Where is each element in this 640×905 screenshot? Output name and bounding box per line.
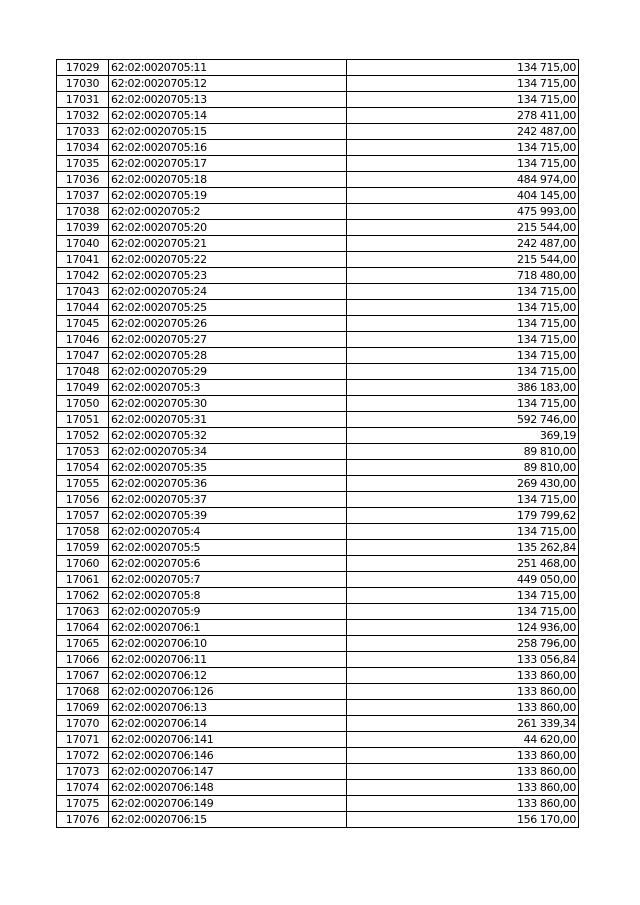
cadastral-number-cell: 62:02:0020706:148 (109, 780, 347, 796)
value-cell: 242 487,00 (347, 236, 579, 252)
row-number-cell: 17043 (57, 284, 109, 300)
row-number-cell: 17035 (57, 156, 109, 172)
value-cell: 215 544,00 (347, 252, 579, 268)
row-number-cell: 17063 (57, 604, 109, 620)
value-cell: 134 715,00 (347, 140, 579, 156)
cadastral-number-cell: 62:02:0020705:16 (109, 140, 347, 156)
cadastral-number-cell: 62:02:0020705:31 (109, 412, 347, 428)
value-cell: 134 715,00 (347, 76, 579, 92)
cadastral-number-cell: 62:02:0020705:24 (109, 284, 347, 300)
row-number-cell: 17065 (57, 636, 109, 652)
table-row (57, 268, 579, 284)
row-number-cell: 17054 (57, 460, 109, 476)
value-cell: 278 411,00 (347, 108, 579, 124)
cadastral-number-cell: 62:02:0020705:15 (109, 124, 347, 140)
table-row (57, 540, 579, 556)
cadastral-number-cell: 62:02:0020706:10 (109, 636, 347, 652)
row-number-cell: 17056 (57, 492, 109, 508)
cadastral-number-cell: 62:02:0020705:11 (109, 60, 347, 76)
value-cell: 44 620,00 (347, 732, 579, 748)
cadastral-number-cell: 62:02:0020706:12 (109, 668, 347, 684)
cadastral-number-cell: 62:02:0020705:37 (109, 492, 347, 508)
value-cell: 133 860,00 (347, 668, 579, 684)
value-cell: 718 480,00 (347, 268, 579, 284)
table-row (57, 332, 579, 348)
row-number-cell: 17040 (57, 236, 109, 252)
table-row (57, 204, 579, 220)
row-number-cell: 17050 (57, 396, 109, 412)
table-row (57, 108, 579, 124)
cadastral-number-cell: 62:02:0020705:26 (109, 316, 347, 332)
value-cell: 261 339,34 (347, 716, 579, 732)
row-number-cell: 17073 (57, 764, 109, 780)
value-cell: 134 715,00 (347, 60, 579, 76)
value-cell: 134 715,00 (347, 604, 579, 620)
table-row (57, 476, 579, 492)
row-number-cell: 17047 (57, 348, 109, 364)
value-cell: 89 810,00 (347, 444, 579, 460)
table-row (57, 508, 579, 524)
value-cell: 133 860,00 (347, 780, 579, 796)
row-number-cell: 17058 (57, 524, 109, 540)
table-row (57, 124, 579, 140)
row-number-cell: 17075 (57, 796, 109, 812)
cadastral-number-cell: 62:02:0020705:6 (109, 556, 347, 572)
cadastral-number-cell: 62:02:0020705:17 (109, 156, 347, 172)
cadastral-number-cell: 62:02:0020705:32 (109, 428, 347, 444)
row-number-cell: 17029 (57, 60, 109, 76)
row-number-cell: 17038 (57, 204, 109, 220)
cadastral-number-cell: 62:02:0020705:13 (109, 92, 347, 108)
value-cell: 134 715,00 (347, 284, 579, 300)
cadastral-number-cell: 62:02:0020705:20 (109, 220, 347, 236)
row-number-cell: 17033 (57, 124, 109, 140)
table-row (57, 156, 579, 172)
cadastral-number-cell: 62:02:0020705:2 (109, 204, 347, 220)
value-cell: 135 262,84 (347, 540, 579, 556)
row-number-cell: 17032 (57, 108, 109, 124)
table-row (57, 572, 579, 588)
cadastral-number-cell: 62:02:0020706:1 (109, 620, 347, 636)
table-row (57, 556, 579, 572)
value-cell: 592 746,00 (347, 412, 579, 428)
cadastral-number-cell: 62:02:0020705:30 (109, 396, 347, 412)
cadastral-number-cell: 62:02:0020705:25 (109, 300, 347, 316)
table-row (57, 236, 579, 252)
value-cell: 133 860,00 (347, 684, 579, 700)
row-number-cell: 17034 (57, 140, 109, 156)
value-cell: 124 936,00 (347, 620, 579, 636)
cadastral-number-cell: 62:02:0020705:14 (109, 108, 347, 124)
document-page (56, 59, 578, 828)
table-row (57, 300, 579, 316)
value-cell: 134 715,00 (347, 316, 579, 332)
value-cell: 134 715,00 (347, 300, 579, 316)
row-number-cell: 17076 (57, 812, 109, 828)
row-number-cell: 17030 (57, 76, 109, 92)
table-row (57, 652, 579, 668)
value-cell: 251 468,00 (347, 556, 579, 572)
value-cell: 242 487,00 (347, 124, 579, 140)
row-number-cell: 17070 (57, 716, 109, 732)
table-row (57, 748, 579, 764)
table-row (57, 620, 579, 636)
table-body (57, 60, 579, 828)
table-row (57, 684, 579, 700)
table-row (57, 428, 579, 444)
value-cell: 134 715,00 (347, 92, 579, 108)
row-number-cell: 17036 (57, 172, 109, 188)
value-cell: 134 715,00 (347, 156, 579, 172)
cadastral-number-cell: 62:02:0020705:4 (109, 524, 347, 540)
table-row (57, 812, 579, 828)
cadastral-number-cell: 62:02:0020705:9 (109, 604, 347, 620)
table-row (57, 412, 579, 428)
table-row (57, 396, 579, 412)
value-cell: 133 056,84 (347, 652, 579, 668)
table-row (57, 636, 579, 652)
row-number-cell: 17067 (57, 668, 109, 684)
row-number-cell: 17048 (57, 364, 109, 380)
cadastral-number-cell: 62:02:0020705:23 (109, 268, 347, 284)
row-number-cell: 17049 (57, 380, 109, 396)
cadastral-number-cell: 62:02:0020706:147 (109, 764, 347, 780)
row-number-cell: 17074 (57, 780, 109, 796)
cadastral-number-cell: 62:02:0020705:3 (109, 380, 347, 396)
value-cell: 134 715,00 (347, 524, 579, 540)
value-cell: 449 050,00 (347, 572, 579, 588)
cadastral-number-cell: 62:02:0020706:13 (109, 700, 347, 716)
row-number-cell: 17071 (57, 732, 109, 748)
row-number-cell: 17068 (57, 684, 109, 700)
table-row (57, 348, 579, 364)
cadastral-number-cell: 62:02:0020705:36 (109, 476, 347, 492)
cadastral-number-cell: 62:02:0020706:141 (109, 732, 347, 748)
cadastral-number-cell: 62:02:0020705:39 (109, 508, 347, 524)
table-row (57, 284, 579, 300)
table-row (57, 92, 579, 108)
table-row (57, 796, 579, 812)
cadastral-number-cell: 62:02:0020706:149 (109, 796, 347, 812)
value-cell: 134 715,00 (347, 396, 579, 412)
row-number-cell: 17057 (57, 508, 109, 524)
cadastral-number-cell: 62:02:0020705:5 (109, 540, 347, 556)
row-number-cell: 17031 (57, 92, 109, 108)
value-cell: 133 860,00 (347, 700, 579, 716)
cadastral-number-cell: 62:02:0020705:35 (109, 460, 347, 476)
cadastral-number-cell: 62:02:0020705:28 (109, 348, 347, 364)
row-number-cell: 17066 (57, 652, 109, 668)
value-cell: 269 430,00 (347, 476, 579, 492)
row-number-cell: 17052 (57, 428, 109, 444)
row-number-cell: 17044 (57, 300, 109, 316)
row-number-cell: 17072 (57, 748, 109, 764)
value-cell: 134 715,00 (347, 348, 579, 364)
table-row (57, 172, 579, 188)
value-cell: 134 715,00 (347, 364, 579, 380)
table-row (57, 732, 579, 748)
table-row (57, 780, 579, 796)
value-cell: 215 544,00 (347, 220, 579, 236)
value-cell: 133 860,00 (347, 764, 579, 780)
row-number-cell: 17051 (57, 412, 109, 428)
value-cell: 475 993,00 (347, 204, 579, 220)
table-row (57, 252, 579, 268)
table-row (57, 316, 579, 332)
table-row (57, 76, 579, 92)
cadastral-number-cell: 62:02:0020705:19 (109, 188, 347, 204)
value-cell: 404 145,00 (347, 188, 579, 204)
table-row (57, 668, 579, 684)
value-cell: 369,19 (347, 428, 579, 444)
table-row (57, 60, 579, 76)
row-number-cell: 17041 (57, 252, 109, 268)
row-number-cell: 17061 (57, 572, 109, 588)
cadastral-number-cell: 62:02:0020705:7 (109, 572, 347, 588)
row-number-cell: 17039 (57, 220, 109, 236)
table-row (57, 700, 579, 716)
value-cell: 134 715,00 (347, 588, 579, 604)
table-row (57, 220, 579, 236)
value-cell: 179 799,62 (347, 508, 579, 524)
table-row (57, 492, 579, 508)
cadastral-number-cell: 62:02:0020705:18 (109, 172, 347, 188)
value-cell: 133 860,00 (347, 796, 579, 812)
value-cell: 386 183,00 (347, 380, 579, 396)
value-cell: 133 860,00 (347, 748, 579, 764)
row-number-cell: 17069 (57, 700, 109, 716)
row-number-cell: 17042 (57, 268, 109, 284)
cadastral-number-cell: 62:02:0020706:126 (109, 684, 347, 700)
cadastral-value-table (56, 59, 579, 828)
table-row (57, 140, 579, 156)
row-number-cell: 17046 (57, 332, 109, 348)
table-row (57, 380, 579, 396)
table-row (57, 588, 579, 604)
cadastral-number-cell: 62:02:0020705:27 (109, 332, 347, 348)
row-number-cell: 17045 (57, 316, 109, 332)
table-row (57, 460, 579, 476)
cadastral-number-cell: 62:02:0020705:12 (109, 76, 347, 92)
row-number-cell: 17053 (57, 444, 109, 460)
cadastral-number-cell: 62:02:0020705:34 (109, 444, 347, 460)
row-number-cell: 17037 (57, 188, 109, 204)
value-cell: 89 810,00 (347, 460, 579, 476)
cadastral-number-cell: 62:02:0020705:29 (109, 364, 347, 380)
cadastral-number-cell: 62:02:0020705:22 (109, 252, 347, 268)
table-row (57, 764, 579, 780)
value-cell: 134 715,00 (347, 332, 579, 348)
row-number-cell: 17060 (57, 556, 109, 572)
value-cell: 156 170,00 (347, 812, 579, 828)
cadastral-number-cell: 62:02:0020706:146 (109, 748, 347, 764)
table-row (57, 364, 579, 380)
row-number-cell: 17062 (57, 588, 109, 604)
row-number-cell: 17059 (57, 540, 109, 556)
cadastral-number-cell: 62:02:0020706:14 (109, 716, 347, 732)
table-row (57, 604, 579, 620)
row-number-cell: 17064 (57, 620, 109, 636)
table-row (57, 524, 579, 540)
table-row (57, 188, 579, 204)
cadastral-number-cell: 62:02:0020705:21 (109, 236, 347, 252)
value-cell: 258 796,00 (347, 636, 579, 652)
cadastral-number-cell: 62:02:0020706:15 (109, 812, 347, 828)
table-row (57, 444, 579, 460)
table-row (57, 716, 579, 732)
cadastral-number-cell: 62:02:0020705:8 (109, 588, 347, 604)
value-cell: 134 715,00 (347, 492, 579, 508)
cadastral-number-cell: 62:02:0020706:11 (109, 652, 347, 668)
row-number-cell: 17055 (57, 476, 109, 492)
value-cell: 484 974,00 (347, 172, 579, 188)
